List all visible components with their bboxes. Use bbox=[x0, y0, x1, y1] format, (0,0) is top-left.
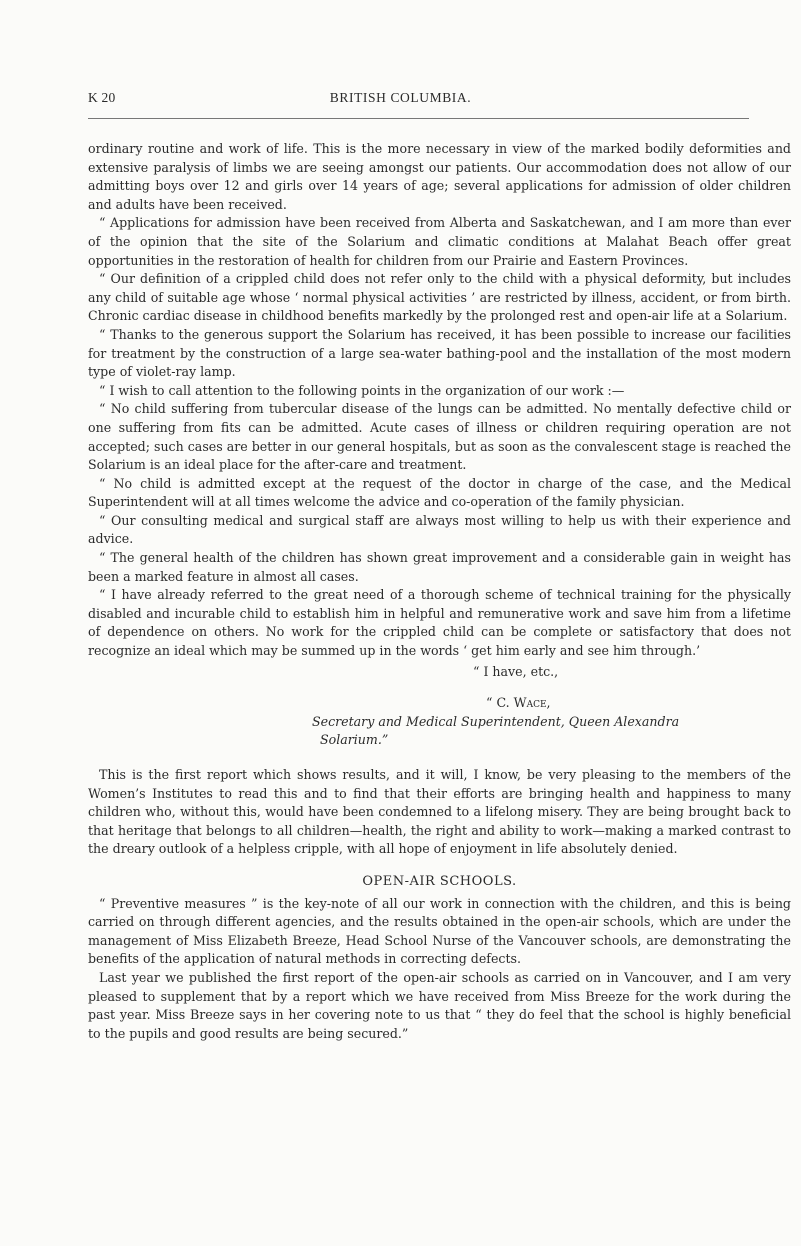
paragraph: “ I wish to call attention to the following points in the organization of our work :— bbox=[99, 382, 625, 398]
body-text bbox=[88, 140, 791, 1043]
paragraph: “ Our definition of a crippled child does not refer only to the child with a physical deformity, but includes any child of suitable age whose ‘ normal physical activities ’ are restricted by illness, accident, or from birth. Chronic cardiac disease in childhood benefits markedly by the prolonged rest and open-air life at a Solarium. bbox=[88, 271, 791, 324]
header-rule bbox=[88, 118, 749, 119]
paragraph: “ Preventive measures ” is the key-note of all our work in connection with the children, and this is being carried on through different agencies, and the results obtained in the open-air schools, which are under the management of Miss Elizabeth Breeze, Head School Nurse of the Vancouver schools, are demonstrating the benefits of the application of natural methods in correcting defects. bbox=[88, 895, 791, 967]
paragraph: “ No child is admitted except at the request of the doctor in charge of the case, and the Medical Superintendent will at all times welcome the advice and co-operation of the family physician. bbox=[88, 475, 791, 510]
paragraph: “ No child suffering from tubercular disease of the lungs can be admitted. No mentally defective child or one suffering from fits can be admitted. Acute cases of illness or children requiring operation are not accepted; such cases are better in our general hospitals, but as soon as the convalescent stage is reached the Solarium is an ideal place for the after-care and treatment. bbox=[88, 401, 791, 473]
paragraph: “ I have already referred to the great need of a thorough scheme of technical training for the physically disabled and incurable child to establish him in helpful and remunerative work and save him from a lifetime of dependence on others. No work for the crippled child can be complete or satisfactory that does not recognize an ideal which may be summed up in the words ‘ get him early and see him through.’ bbox=[88, 587, 791, 659]
running-title: BRITISH COLUMBIA. bbox=[329, 90, 472, 105]
paragraph: “ Our consulting medical and surgical staff are always most willing to help us with their experience and advice. bbox=[88, 512, 791, 547]
signature-title-line-2: Solarium.” bbox=[320, 732, 389, 748]
signature-name-text: Wace, bbox=[513, 695, 551, 711]
page-number: K 20 bbox=[88, 90, 116, 105]
signature-title-line-1: Secretary and Medical Superintendent, Queen Alexandra bbox=[312, 713, 680, 729]
paragraph: “ The general health of the children has shown great improvement and a considerable gain in weight has been a marked feature in almost all cases. bbox=[88, 550, 791, 584]
paragraph: “ Thanks to the generous support the Solarium has received, it has been possible to increase our facilities for treatment by the construction of a large sea-water bathing-pool and the installation of the most modern type of violet-ray lamp. bbox=[88, 326, 791, 380]
paragraph: “ Applications for admission have been received from Alberta and Saskatchewan, and I am more than ever of the opinion that the site of the Solarium and climatic conditions at Malahat Beach offer great opportunities in the restoration of health for children from our Prairie and Eastern Provinces. bbox=[88, 215, 791, 268]
paragraph: ordinary routine and work of life. This is the more necessary in view of the marked bodily deformities and extensive paralysis of limbs we are seeing amongst our patients. Our accommodation does not allow of our admitting boys over 12 and girls over 14 years of age; several applications for admission of older children and adults have been received. bbox=[88, 141, 791, 212]
section-heading: OPEN-AIR SCHOOLS. bbox=[362, 873, 517, 889]
signature-name-prefix: “ C. bbox=[486, 695, 514, 711]
signature-closing: “ I have, etc., bbox=[473, 663, 559, 679]
signature-name bbox=[88, 694, 791, 713]
spacer bbox=[88, 750, 791, 766]
paragraph: This is the first report which shows results, and it will, I know, be very pleasing to the members of the Women’s Institutes to read this and to find that their efforts are bringing health and happiness to many children who, without this, would have been condemned to a lifelong misery. They are being brought back to that heritage that belongs to all children—health, the right and ability to work—making a marked contrast to the dreary outlook of a helpless cripple, with all hope of enjoyment in life absolutely denied. bbox=[88, 767, 791, 857]
paragraph: Last year we published the first report of the open-air schools as carried on in Vancouver, and I am very pleased to supplement that by a report which we have received from Miss Breeze for the work during the past year. Miss Breeze says in her covering note to us that “ they do feel that the school is highly beneficial to the pupils and good results are being secured.” bbox=[88, 969, 791, 1041]
